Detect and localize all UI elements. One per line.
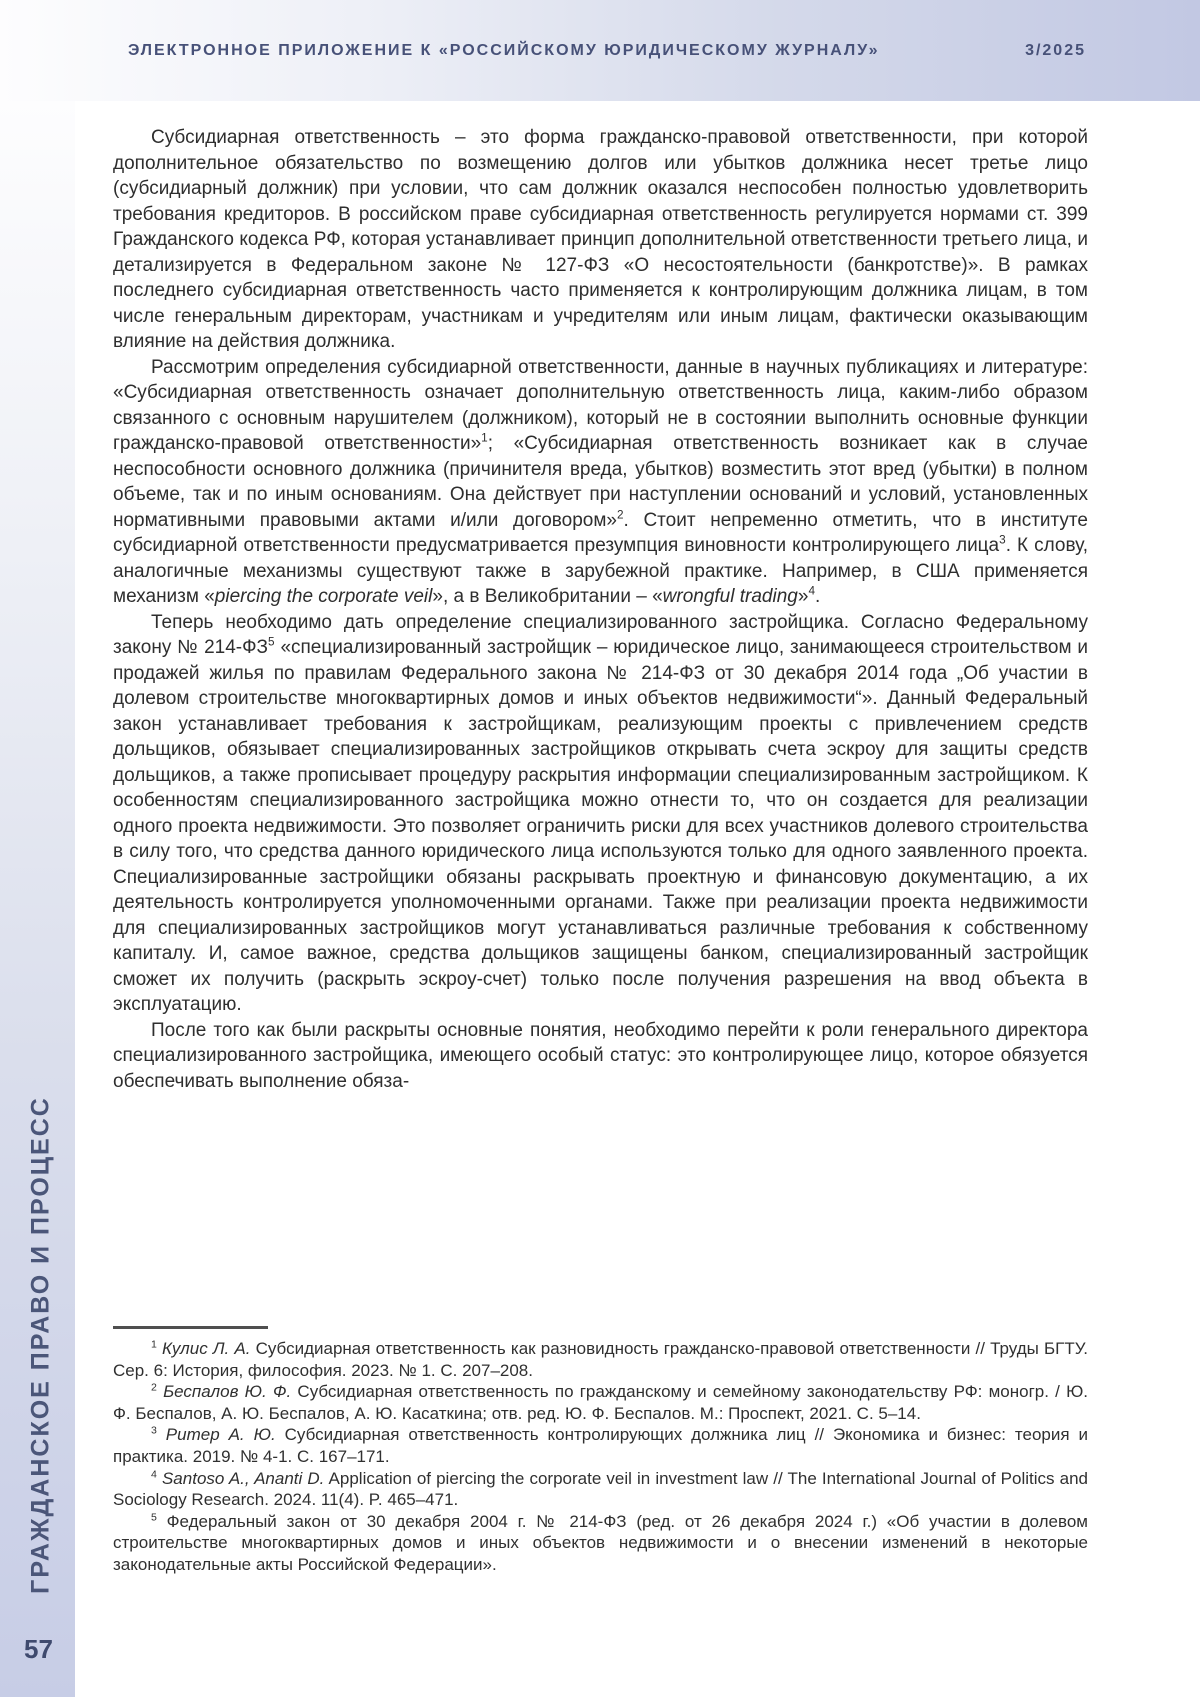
issue-number: 3/2025 (1025, 41, 1086, 59)
page-number: 57 (24, 1634, 53, 1664)
footnote-5: $^5$ Федеральный закон от 30 декабря 2004 г. № 214-ФЗ (ред. от 26 декабря 2024 г.) «Об участии в долевом строительстве многоквартирных домов и иных объектов недвижимости и о внесении изменений в некоторые законодательные акты Российской Федерации». (113, 1511, 1088, 1574)
footnote-separator (113, 1326, 268, 1329)
footnote-4: $^4$ Santoso A., Ananti D. Application of piercing the corporate veil in investment law // The International Journal of Politics and Sociology Research. 2024. 11(4). P. 465–471. (113, 1467, 1088, 1510)
page-header (0, 0, 1200, 101)
footnote-1: $^1$ Кулис Л. А. Субсидиарная ответственность как разновидность гражданско-правовой ответственности // Труды БГТУ. Сер. 6: История, философия. 2023. № 1. С. 207–208. (113, 1338, 1088, 1380)
paragraph-3: Теперь необходимо дать определение специализированного застройщика. Согласно Федеральному закону № $214-ФЗ^5$ «специализированный застройщик – юридическое лицо, занимающееся строительством и продажей жилья по правилам Федерального закона № 214-ФЗ от 30 декабря 2014 года „Об участии в долевом строительстве многоквартирных домов и иных объектов недвижимости“». Данный Федеральный закон устанавливает требования к застройщикам, реализующим проекты с привлечением средств дольщиков, обязывает специализированных застройщиков открывать счета эскроу для защиты средств дольщиков, а также прописывает процедуру раскрытия информации специализированным застройщиком. К особенностям специализированного застройщика можно отнести то, что он создается для реализации одного проекта недвижимости. Это позволяет ограничить риски для всех участников долевого строительства в силу того, что средства данного юридического лица используются только для одного заявленного проекта. Специализированные застройщики обязаны раскрывать проектную и финансовую документацию, а их деятельность контролируется уполномоченными органами. Также при реализации проекта недвижимости для специализированных застройщиков могут устанавливаться различные требования к собственному капиталу. И, самое важное, средства дольщиков защищены банком, специализированный застройщик сможет их получить (раскрыть эскроу-счет) только после получения разрешения на ввод объекта в эксплуатацию. (113, 611, 1088, 1015)
footnotes-section (113, 1322, 1088, 1576)
section-title: ГРАЖДАНСКОЕ ПРАВО И ПРОЦЕСС (26, 1096, 55, 1594)
paragraph-4: После того как были раскрыты основные понятия, необходимо перейти к роли генерального директора специализированного застройщика, имеющего особый статус: это контролирующее лицо, которое обязуется обеспечивать выполнение обяза- (113, 1019, 1088, 1092)
article-body (113, 125, 1088, 1094)
journal-title: ЭЛЕКТРОННОЕ ПРИЛОЖЕНИЕ К «РОССИЙСКОМУ ЮРИДИЧЕСКОМУ ЖУРНАЛУ» (128, 41, 880, 59)
paragraph-1: Субсидиарная ответственность – это форма гражданско-правовой ответственности, при которой дополнительное обязательство по возмещению долгов или убытков должника несет третье лицо (субсидиарный должник) при условии, что сам должник оказался неспособен полностью удовлетворить требования кредиторов. В российском праве субсидиарная ответственность регулируется нормами ст. 399 Гражданского кодекса РФ, которая устанавливает принцип дополнительной ответственности третьего лица, и детализируется в Федеральном законе № 127-ФЗ «О несостоятельности (банкротстве)». В рамках последнего субсидиарная ответственность часто применяется к контролирующим должника лицам, в том числе генеральным директорам, участникам и учредителям или иным лицам, фактически оказывающим влияние на действия должника. (113, 127, 1088, 352)
footnote-2: $^2$ Беспалов Ю. Ф. Субсидиарная ответственность по гражданскому и семейному законодательству РФ: моногр. / Ю. Ф. Беспалов, А. Ю. Беспалов, А. Ю. Касаткина; отв. ред. Ю. Ф. Беспалов. М.: Проспект, 2021. С. 5–14. (113, 1381, 1088, 1423)
footnote-3: $^3$ Ритер А. Ю. Субсидиарная ответственность контролирующих должника лиц // Экономика и бизнес: теория и практика. 2019. № 4-1. С. 167–171. (113, 1424, 1088, 1466)
paragraph-2: Рассмотрим определения субсидиарной ответственности, данные в научных публикациях и литературе: «Субсидиарная ответственность означает дополнительную ответственность лица, каким-либо образом связанного с основным нарушителем (должником), который не в состоянии выполнить основные функции гражданско-правовой ответственности»$^1$; «Субсидиарная ответственность возникает как в случае неспособности основного должника (причинителя вреда, убытков) возместить этот вред (убытки) в полном объеме, так и по иным основаниям. Она действует при наступлении оснований и условий, установленных нормативными правовыми актами и/или договором»$^2$. Стоит непременно отметить, что в институте субсидиарной ответственности предусматривается презумпция виновности контролирующего лица$^3$. К слову, аналогичные механизмы существуют также в зарубежной практике. Например, в США применяется механизм «piercing the corporate veil», а в Великобритании – «wrongful trading»$^4$. (113, 356, 1089, 607)
